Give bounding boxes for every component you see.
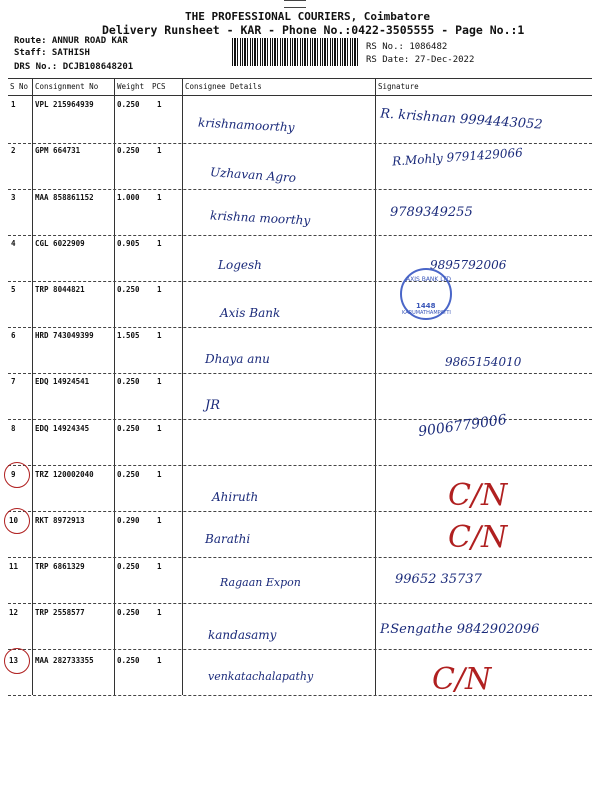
consignee-handwriting: Uzhavan Agro bbox=[209, 165, 297, 185]
row-pcs: 1 bbox=[157, 608, 162, 617]
row-consignment: CGL 6022909 bbox=[35, 239, 85, 248]
row-pcs: 1 bbox=[157, 193, 162, 202]
row-pcs: 1 bbox=[157, 331, 162, 340]
signature-handwriting: R. krishnan 9994443052 bbox=[379, 106, 544, 133]
row-sno: 12 bbox=[9, 608, 19, 617]
consignee-handwriting: Ahiruth bbox=[212, 490, 259, 504]
header-weight: Weight bbox=[117, 82, 145, 91]
row-consignment: EDQ 14924345 bbox=[35, 424, 90, 433]
header-pcs: PCS bbox=[152, 82, 166, 91]
row-sno: 13 bbox=[9, 656, 19, 665]
row-sno: 10 bbox=[9, 516, 19, 525]
row-pcs: 1 bbox=[157, 100, 162, 109]
row-weight: 0.250 bbox=[117, 424, 140, 433]
row-separator bbox=[8, 143, 592, 144]
row-separator bbox=[8, 327, 592, 328]
rs-date: RS Date: 27-Dec-2022 bbox=[366, 55, 475, 65]
staff-label: Staff: SATHISH bbox=[14, 48, 90, 58]
signature-handwriting: R.Mohly 9791429066 bbox=[391, 145, 524, 169]
row-consignment: MAA 858861152 bbox=[35, 193, 94, 202]
row-sno: 9 bbox=[11, 470, 16, 479]
signature-handwriting: 9865154010 bbox=[445, 355, 522, 369]
barcode-image bbox=[232, 38, 358, 66]
row-separator bbox=[8, 465, 592, 466]
consignee-handwriting: Axis Bank bbox=[220, 306, 281, 320]
row-weight: 1.505 bbox=[117, 331, 140, 340]
cn-handwritten-mark: C/N bbox=[448, 478, 508, 513]
row-weight: 0.250 bbox=[117, 562, 140, 571]
row-sno: 5 bbox=[11, 285, 16, 294]
row-separator bbox=[8, 649, 592, 650]
cn-handwritten-mark: C/N bbox=[448, 520, 508, 555]
row-sno: 8 bbox=[11, 424, 16, 433]
row-pcs: 1 bbox=[157, 285, 162, 294]
row-consignment: TRP 8044821 bbox=[35, 285, 85, 294]
row-separator bbox=[8, 189, 592, 190]
row-consignment: TRZ 120002040 bbox=[35, 470, 94, 479]
cn-handwritten-mark: C/N bbox=[432, 662, 492, 697]
row-weight: 0.250 bbox=[117, 470, 140, 479]
signature-handwriting: 9895792006 bbox=[430, 258, 507, 272]
row-pcs: 1 bbox=[157, 656, 162, 665]
row-consignment: TRP 2558577 bbox=[35, 608, 85, 617]
row-pcs: 1 bbox=[157, 424, 162, 433]
route-label: Route: ANNUR ROAD KAR bbox=[14, 36, 128, 46]
row-separator bbox=[8, 373, 592, 374]
row-sno: 4 bbox=[11, 239, 16, 248]
row-consignment: TRP 6861329 bbox=[35, 562, 85, 571]
row-pcs: 1 bbox=[157, 562, 162, 571]
drs-number: DRS No.: DCJB108648201 bbox=[14, 62, 134, 72]
row-separator bbox=[8, 603, 592, 604]
row-sno: 3 bbox=[11, 193, 16, 202]
row-pcs: 1 bbox=[157, 470, 162, 479]
consignee-handwriting: JR bbox=[205, 398, 220, 413]
header-consignment: Consignment No bbox=[35, 82, 99, 91]
consignee-handwriting: Logesh bbox=[218, 258, 262, 272]
red-circle-mark bbox=[4, 462, 30, 488]
bank-seal-stamp bbox=[400, 268, 452, 320]
row-separator bbox=[8, 281, 592, 282]
row-separator bbox=[8, 557, 592, 558]
row-separator bbox=[8, 695, 592, 696]
row-consignment: EDQ 14924541 bbox=[35, 377, 90, 386]
row-consignment: MAA 282733355 bbox=[35, 656, 94, 665]
row-weight: 0.250 bbox=[117, 100, 140, 109]
table-top-border bbox=[8, 78, 592, 79]
row-consignment: HRD 743049399 bbox=[35, 331, 94, 340]
row-pcs: 1 bbox=[157, 146, 162, 155]
row-pcs: 1 bbox=[157, 377, 162, 386]
row-pcs: 1 bbox=[157, 516, 162, 525]
stamp-top-text: AXIS BANK LTD bbox=[406, 276, 452, 283]
signature-handwriting: 99652 35737 bbox=[395, 572, 482, 587]
row-consignment: RKT 8972913 bbox=[35, 516, 85, 525]
row-sno: 11 bbox=[9, 562, 19, 571]
rs-number: RS No.: 1086482 bbox=[366, 42, 448, 52]
consignee-handwriting: krishnamoorthy bbox=[197, 115, 295, 135]
stamp-bottom-text: KARUMATHAMPATTI bbox=[402, 310, 451, 316]
row-weight: 0.250 bbox=[117, 656, 140, 665]
row-weight: 0.905 bbox=[117, 239, 140, 248]
document-subtitle: Delivery Runsheet - KAR - Phone No.:0422-3505555 - Page No.:1 bbox=[102, 23, 525, 37]
row-separator bbox=[8, 235, 592, 236]
row-weight: 0.250 bbox=[117, 608, 140, 617]
row-sno: 6 bbox=[11, 331, 16, 340]
row-weight: 0.250 bbox=[117, 377, 140, 386]
row-sno: 2 bbox=[11, 146, 16, 155]
row-pcs: 1 bbox=[157, 239, 162, 248]
row-sno: 1 bbox=[11, 100, 16, 109]
consignee-handwriting: Ragaan Expon bbox=[220, 576, 301, 589]
consignee-handwriting: venkatachalapathy bbox=[208, 670, 314, 683]
row-consignment: GPM 664731 bbox=[35, 146, 81, 155]
page-top-mark bbox=[284, 0, 306, 8]
row-weight: 0.250 bbox=[117, 146, 140, 155]
consignee-handwriting: krishna moorthy bbox=[209, 208, 311, 228]
row-consignment: VPL 215964939 bbox=[35, 100, 94, 109]
document-title: THE PROFESSIONAL COURIERS, Coimbatore bbox=[185, 10, 431, 23]
consignee-handwriting: Barathi bbox=[205, 532, 251, 546]
signature-handwriting: 9006779006 bbox=[417, 411, 508, 441]
row-weight: 1.000 bbox=[117, 193, 140, 202]
table-header-border bbox=[8, 95, 592, 96]
row-weight: 0.250 bbox=[117, 285, 140, 294]
header-signature: Signature bbox=[378, 82, 419, 91]
row-weight: 0.290 bbox=[117, 516, 140, 525]
consignee-handwriting: Dhaya anu bbox=[205, 352, 270, 366]
consignee-handwriting: kandasamy bbox=[208, 628, 277, 642]
row-sno: 7 bbox=[11, 377, 16, 386]
signature-handwriting: P.Sengathe 9842902096 bbox=[380, 622, 540, 637]
header-sno: S No bbox=[10, 82, 29, 91]
signature-handwriting: 9789349255 bbox=[390, 205, 473, 220]
header-consignee: Consignee Details bbox=[185, 82, 262, 91]
stamp-center-text: 1448 bbox=[416, 302, 436, 310]
